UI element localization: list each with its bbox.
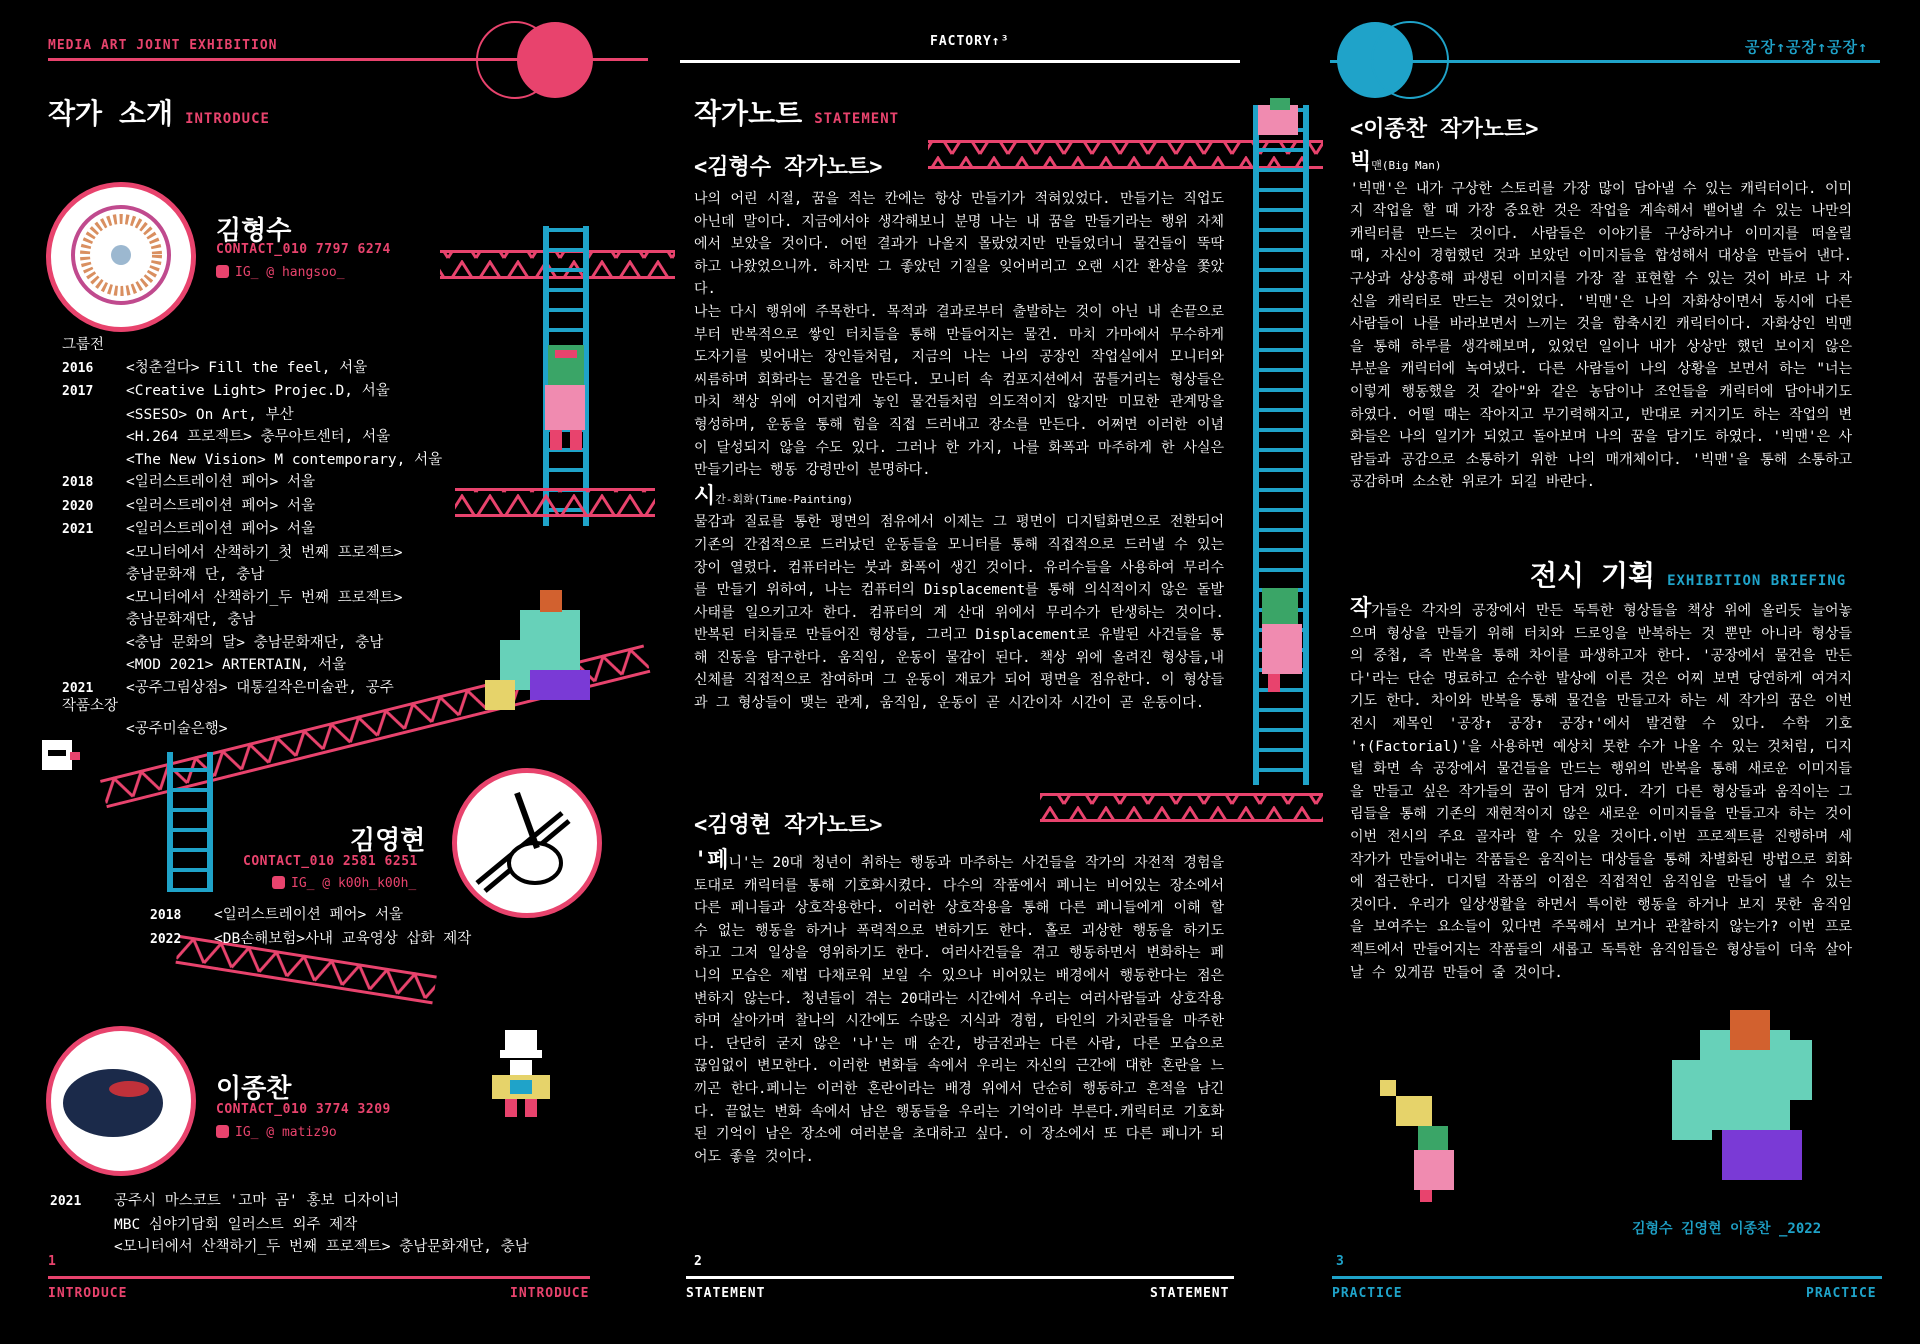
history-year: 2021	[50, 1194, 82, 1209]
history-text: <일러스트레이션 페어> 서울	[126, 521, 315, 537]
collection-value: <공주미술은행>	[126, 721, 228, 737]
character-drawing-icon	[457, 773, 597, 913]
note-heading: <김형수 작가노트>	[694, 155, 883, 180]
history-text: <Creative Light> Projec.D, 서울	[126, 383, 390, 399]
footer-right: PRACTICE	[1806, 1286, 1877, 1301]
paragraph: 나는 다시 행위에 주목한다. 목적과 결과로부터 출발하는 것이 아닌 내 손끝으로부터 반복적으로 쌓인 터치들을 통해 만들어지는 물건. 마치 가마에서 무수하게 도자기를 빚어내는 장인들처럼, 지금의 나는 나의 공장인 작업실에서 모니터와 씨름하며 회화라는 물건을 만든다. 모니터 속 컴포지션에서 꿈틀거리는 형상들은 마치 책상 위에 어지럽게 놓인 물건들처럼 의도적이지 않지만 미묘한 관계망을 형성하며, 운동을 통해 힘을 직접 드러내고 장소를 만든다. 어쩌면 이러한 이념이 달성되지 않을 수도 있다. 그러나 한 가지, 나를 화폭과 마주하게 한 사실은 만들기라는 행동 강령만이 분명하다.	[694, 303, 1224, 479]
history-text: <The New Vision> M contemporary, 서울	[126, 451, 443, 468]
history-item	[62, 677, 522, 701]
instagram-icon	[272, 876, 285, 889]
avatar	[452, 768, 602, 918]
paragraph: 나의 어린 시절, 꿈을 적는 칸에는 항상 만들기가 적혀있었다. 만들기는 직업도 아닌데 말이다. 지금에서야 생각해보니 분명 나는 내 꿈을 만들기라는 행위 자체에서 보았을 것이다. 어떤 결과가 나올지 몰랐었지만 만들었더니 물건들이 뚝딱 하고 나왔었으니까. 하지만 그 좋았던 기질을 잊어버리고 오랜 시간 환상을 쫓았다.	[694, 191, 1224, 298]
history-item	[150, 928, 550, 952]
history-text: <SSESO> On Art, 부산	[126, 406, 294, 423]
page-title: 작가노트 STATEMENT	[694, 97, 900, 130]
footer-left: PRACTICE	[1332, 1286, 1403, 1301]
paragraph: 시간-회화(Time-Painting) 물감과 질료를 통한 평면의 점유에서 이제는 그 평면이 디지털화면으로 전환되어 기존의 간접적으로 드러났던 운동들을 모니터를 통해 직접적으로 드러낼 수 있는 장이 열렸다. 컴퓨터라는 붓과 화폭이 생긴 것이다. 유리수들을 사용하여 무리수를 만들기 위하여, 나는 컴퓨터의 Displacement를 통해 의식적이지 않은 돌발 사태를 일으키고자 한다. 컴퓨터의 계 산대 위에서 무리수가 탄생하는 것이다. 반복된 터치들로 만들어진 형상들, 그리고 Displacement로 유발된 사건들을 통해 진동을 탐구한다. 움직임, 운동이 물감이 된다. 책상 위에 올려진 형상들,내 신체를 직접적으로 참여하며 그 운동이 재료가 되어 평면을 점유한다. 이 형상들과 그 형상들이 맺는 관계, 움직임, 운동이 곧 시간이자 시간이 곧 운동이다.	[694, 483, 1224, 712]
history-text: <일러스트레이션 페어> 서울	[126, 474, 315, 490]
history-year: 2021	[62, 522, 94, 537]
climber-character-icon	[1258, 98, 1298, 135]
page-number: 2	[694, 1254, 703, 1269]
factorial-kicker: 공장↑공장↑공장↑	[1745, 38, 1869, 56]
history-text: <일러스트레이션 페어> 서울	[126, 497, 315, 514]
history-item	[62, 357, 522, 381]
history-item	[62, 449, 522, 472]
artist-name: 김영현	[350, 826, 426, 856]
group-exhibition-label: 그룹전	[62, 337, 105, 353]
page-number: 1	[48, 1254, 57, 1269]
artist-contact: CONTACT_010 2581 6251	[243, 854, 418, 869]
history-year: 2018	[62, 475, 94, 490]
history-year: 2022	[150, 931, 182, 947]
footer-left: INTRODUCE	[48, 1286, 128, 1301]
history-text: <모니터에서 산책하기_두 번째 프로젝트>	[126, 589, 403, 606]
header-rule	[1330, 60, 1880, 63]
page-number: 3	[1336, 1254, 1345, 1269]
history-item	[62, 426, 522, 449]
history-item	[50, 1214, 650, 1237]
briefing-body: 작가들은 각자의 공장에서 만든 독특한 형상들을 책상 위에 올리듯 늘어놓으며 형상을 만들기 위해 터치와 드로잉을 반복하는 것 뿐만 아니라 형상들의 중첩, 즉 반복을 통해 차이를 파생하고자 한다. '공장에서 물건을 만든다'라는 단순 명료하고 순수한 발상에 이른 것은 어찌 보면 당연하게 여겨지기도 한다. 차이와 반복을 통해 물건을 만들고자 하는 세 작가의 꿈은 이번 전시 제목인 '공장↑ 공장↑ 공장↑'에서 발견할 수 있다. 수학 기호 '↑(Factorial)'을 사용하면 예상치 못한 수가 나올 수 있는 것처럼, 디지털 화면 속 공장에서 물건들을 만드는 행위의 반복을 통해 새로운 이미지들을 만들고 싶은 작가들의 꿈이 담겨 있다. 각기 다른 형상들과 움직이는 그림들을 통해 기존의 재현적이지 않은 새로운 이미지들을 만들고자 하는 것이 이번 전시의 주요 골자라 할 수 있을 것이다.이번 프로젝트를 진행하며 세 작가가 만들어내는 작품들은 움직이는 대상들을 통해 차별화된 방법으로 회화에 접근한다. 디지털 작품의 이점은 직접적인 움직임을 만들어 낼 수 있는 것이다. 우리가 일상생활을 하면서 특이한 행동을 하거나 보지 못한 움직임을 보여주는 요소들이 있다면 주목해서 보거나 관찰하지 않는가? 이번 프로젝트에서 만들어지는 작품들의 새롭고 독특한 움직임들은 형상들이 더욱 살아날 수 있게끔 만들어 줄 것이다.	[1350, 596, 1852, 981]
history-item	[62, 654, 522, 677]
history-year: 2016	[62, 360, 94, 376]
history-year: 2018	[150, 908, 182, 923]
footer-right: INTRODUCE	[510, 1286, 590, 1301]
artist-contact: CONTACT_010 3774 3209	[216, 1102, 391, 1117]
instagram-icon	[216, 265, 229, 278]
history-text: <MOD 2021> ARTERTAIN, 서울	[126, 657, 347, 673]
history-year: 2017	[62, 384, 94, 399]
factory-kicker: FACTORY↑³	[930, 34, 1010, 49]
history-text: <DB손해보험>사내 교육영상 삽화 제작	[214, 930, 472, 947]
history-text: <일러스트레이션 페어> 서울	[214, 907, 403, 923]
footer-rule	[686, 1276, 1234, 1279]
history-item	[50, 1190, 650, 1214]
collection-label: 작품소장	[62, 698, 119, 714]
artist-instagram: IG_ @ matiz9o	[216, 1125, 337, 1140]
artist-name: 이종찬	[216, 1074, 292, 1104]
girder	[1040, 793, 1323, 822]
footer-right: STATEMENT	[1150, 1286, 1230, 1301]
note-heading: <김영현 작가노트>	[694, 813, 883, 838]
note-heading: <이종찬 작가노트>	[1350, 117, 1539, 142]
note-body	[694, 188, 1224, 715]
fan-icon	[51, 187, 191, 327]
history-text: <청춘걸다> Fill the feel, 서울	[126, 359, 368, 376]
history-item	[50, 1236, 650, 1259]
history-item	[62, 564, 522, 587]
footer-rule	[48, 1276, 590, 1279]
note-body: '페니'는 20대 청년이 취하는 행동과 마주하는 사건들을 작가의 자전적 경험을 토대로 캐릭터를 통해 기호화시켰다. 다수의 작품에서 페니는 비어있는 장소에서 다른 페니들과 상호작용한다. 이러한 상호작용을 통해 다른 페니들에게 이해 할 수 없는 행동을 하거나 폭력적으로 변하기도 한다. 홀로 괴상한 행동을 하기도 하고 그저 일상을 영위하기도 한다. 여러사건들을 겪고 행동하면서 변화하는 페니의 모습은 제법 다채로워 보일 수 있으나 비어있는 배경에서 행동한다는 점은 변하지 않는다. 청년들이 겪는 20대라는 시간에서 우리는 여러사람들과 상호작용하며 살아가며 찰나의 시간에도 수많은 지식과 경험, 타인의 가치관들을 마주한다. 단단히 굳지 않은 '나'는 매 순간, 방금전과는 다른 사람, 다른 모습으로 끊임없이 변모한다. 이러한 변화들 속에서 우리는 자신의 근간에 대한 혼란을 느끼곤 한다.페니는 이러한 혼란이라는 배경 위에서 단순히 행동하고 흔적을 남긴다. 끝없는 변화 속에서 남은 행동들을 우리는 기억이라 부른다.캐릭터로 기호화된 기억이 남은 장소에 여러분을 초대하고 싶다. 이 장소에서 또 다른 페니가 되어도 좋을 것이다.	[694, 848, 1224, 1165]
big-man-character-icon	[1672, 1010, 1812, 1180]
history-text: 충남문화재단, 충남	[126, 612, 256, 628]
briefing-title: 전시 기획 EXHIBITION BRIEFING	[1530, 559, 1847, 592]
artist-instagram: IG_ @ hangsoo_	[216, 265, 345, 280]
history-item	[62, 471, 522, 495]
footer-rule	[1332, 1276, 1882, 1279]
history-text: <공주그림상점> 대통길작은미술관, 공주	[126, 679, 394, 696]
history-item	[62, 542, 522, 565]
history-item	[62, 380, 522, 404]
artist-history	[62, 334, 522, 700]
avatar	[46, 1026, 196, 1176]
history-text: <충남 문화의 달> 충남문화재단, 충남	[126, 634, 384, 651]
small-character-icon	[492, 1030, 550, 1117]
footer-left: STATEMENT	[686, 1286, 766, 1301]
artist-name: 김형수	[216, 216, 292, 246]
history-item	[62, 632, 522, 655]
history-text: <모니터에서 산책하기_첫 번째 프로젝트>	[126, 544, 403, 561]
pen-character-icon	[1380, 1080, 1454, 1202]
history-text: MBC 심야기담회 일러스트 외주 제작	[114, 1216, 358, 1233]
history-list	[62, 357, 522, 701]
history-item	[62, 587, 522, 610]
history-item	[62, 404, 522, 427]
history-text: <모니터에서 산책하기_두 번째 프로젝트> 충남문화재단, 충남	[114, 1239, 529, 1255]
header-rule	[680, 60, 1240, 63]
instagram-icon	[216, 1125, 229, 1138]
exhibition-kicker: MEDIA ART JOINT EXHIBITION	[48, 38, 278, 53]
artist-instagram: IG_ @ k00h_k00h_	[272, 876, 416, 891]
note-body: 빅맨(Big Man) '빅맨'은 내가 구상한 스토리를 가장 많이 담아낼 수 있는 캐릭터이다. 이미지 작업을 할 때 가장 중요한 것은 작업을 계속해서 뱉어낼 수 있는 나만의 캐릭터를 만드는 것이다. 사람들은 이야기를 구상하거나 이미지를 떠올릴 때, 자신이 경험했던 것과 보았던 이미지들을 합성해서 대상을 만들어 낸다. 구상과 상상흥해 파생된 이미지를 가장 잘 표현할 수 있는 것이 바로 나 자신을 캐릭터로 만드는 것이었다. '빅맨'은 나의 자화상이면서 동시에 다른 사람들이 나를 바라보면서 느끼는 것을 함축시킨 캐릭터이다. 자화상인 빅맨을 통해 하루를 생각해보며, 있었던 일이나 내가 상상만 했던 보이지 않은 부분을 캐릭터에 녹여냈다. 다른 사람들이 나의 상황을 보면서 하는 "너는 이렇게 행동했을 것 같아"와 같은 농담이나 조언들을 캐릭터에 담아내기도 하였다. 어떨 때는 작아지고 무기력해지고, 반대로 커지기도 하는 작업의 변화들은 나의 일기가 되었고 돌아보며 나의 꿈을 담기도 하였다. '빅맨'은 사람들과 공감으로 소통하기 위한 나의 매개체이다. '빅맨'을 통해 소통하고 공감하며 소소한 위로가 되길 바란다.	[1350, 150, 1852, 491]
history-year: 2021	[62, 680, 94, 696]
artist-contact: CONTACT_010 7797 6274	[216, 242, 391, 257]
history-list	[50, 1190, 650, 1259]
ladder	[167, 752, 213, 892]
page-title: 작가 소개 INTRODUCE	[48, 97, 270, 130]
history-item	[150, 904, 550, 928]
history-list	[150, 904, 550, 951]
history-text: 충남문화재 단, 충남	[126, 567, 265, 583]
history-text: 공주시 마스코트 '고마 곰' 홍보 디자이너	[114, 1193, 400, 1209]
ladder	[1253, 105, 1309, 785]
avatar	[46, 182, 196, 332]
history-item	[62, 518, 522, 542]
small-character-icon	[42, 740, 80, 770]
history-year: 2020	[62, 498, 94, 514]
signature: 김형수 김영현 이종찬 _2022	[1632, 1221, 1822, 1237]
header-rule	[48, 58, 648, 61]
creature-painting-icon	[51, 1031, 191, 1171]
history-item	[62, 609, 522, 632]
history-item	[62, 495, 522, 519]
history-text: <H.264 프로젝트> 충무아트센터, 서울	[126, 429, 391, 445]
